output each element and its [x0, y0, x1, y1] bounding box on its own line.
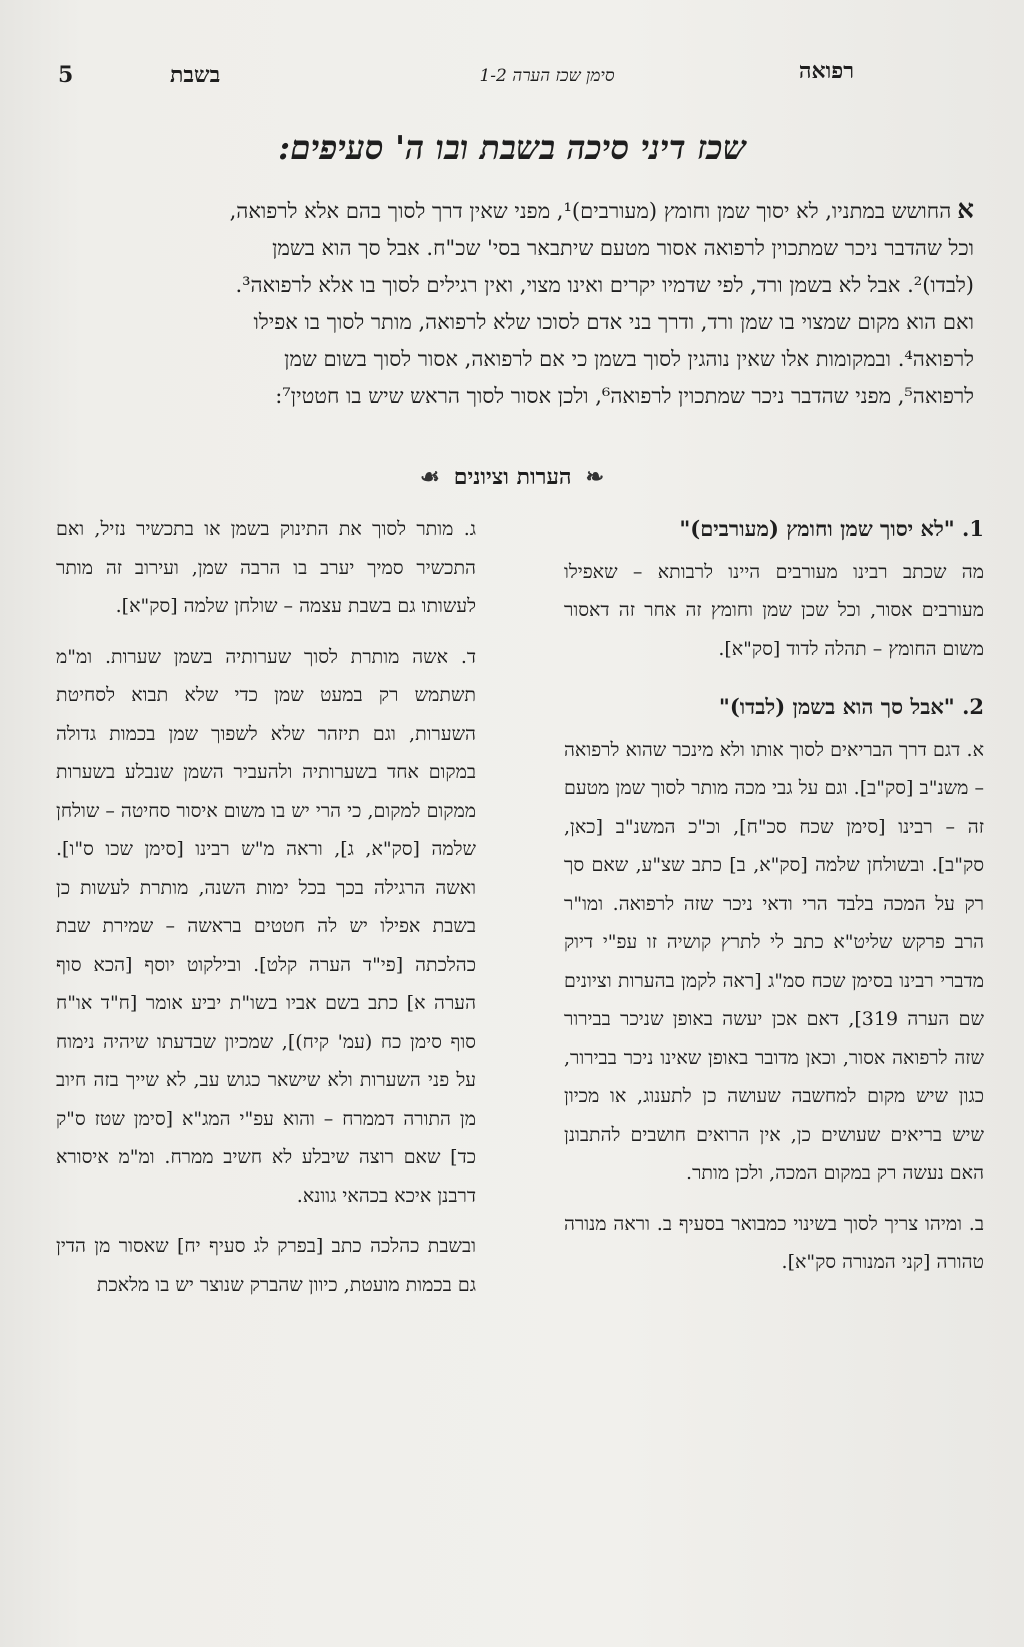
note-body: א. דגם דרך הבריאים לסוך אותו ולא מינכר שהוא לרפואה – משנ"ב [סק"ב]. וגם על גבי מכה מותר לסוך שמן מטעם זה – רבינו [סימן שכח סכ"ח], וכ"כ המשנ"ב [כאן, סק"ב]. ובשולחן שלמה [סק"א, ב] כתב שצ"ע, שאם סך רק על המכה בלבד הרי ודאי ניכר שזה לרפואה. ומו"ר הרב פרקש שליט"א כתב לי לתרץ קושיה זו עפ"י דיוק מדברי רבינו בסימן שכח סמ"ג [ראה לקמן בהערות וציונים שם הערה 319], דאם אכן יעשה באופן שניכר בבירור שזה לרפואה אסור, וכאן מדובר באופן שאינו ניכר בבירור, כגון שיש מקום למחשבה שעושה כן לתענוג, או מכיון שיש בריאים שעושים כן, אין הרואים חושבים להתבונן האם נעשה רק במקום המכה, ולכן מותר. — [564, 738, 984, 1184]
note-heading: 2. "אבל סך הוא בשמן (לבדו)" — [718, 694, 984, 719]
paragraph-letter: א — [957, 195, 974, 225]
main-line-text: החושש במתניו, לא יסוך שמן וחומץ (מעורבים)¹, מפני שאין דרך לסוך בהם אלא לרפואה, — [229, 199, 952, 223]
notes-right-column — [564, 510, 984, 1294]
note-body: מה שכתב רבינו מעורבים היינו לרבותא – שאפילו מעורבים אסור, וכל שכן שמן וחומץ זה אחר זה דאסור משום החומץ – תהלה לדוד [סק"א]. — [564, 560, 984, 660]
main-line: וכל שהדבר ניכר שמתכוין לרפואה אסור מטעם שיתבאר בסי' שכ"ח. אבל סך הוא בשמן — [272, 236, 974, 260]
main-line: ואם הוא מקום שמצוי בו שמן ורד, ודרך בני אדם לסוכו שלא לרפואה, מותר לסוך בו אפילו — [253, 310, 974, 334]
main-line: לרפואה⁴. ובמקומות אלו שאין נוהגין לסוך בשמן כי אם לרפואה, אסור לסוך בשום שמן — [284, 347, 974, 371]
main-text — [50, 192, 974, 415]
notes-heading — [0, 464, 1024, 490]
note-body: ג. מותר לסוך את התינוק בשמן או בתכשיר נזיל, ואם התכשיר סמיך יערב בו הרבה שמן, ועירוב זה מותר לעשותו גם בשבת עצמה – שולחן שלמה [סק"א]. — [56, 518, 476, 617]
ornament-icon: ❧ — [585, 464, 604, 490]
note-body: ד. אשה מותרת לסוך שערותיה בשמן שערות. ומ"מ תשתמש רק במעט שמן כדי שלא תבוא לסחיטת השערות, וגם תיזהר שלא לשפוך שמן בכמות גדולה במקום אחד בשערותיה ולהעביר השמן שנבלע בשערות ממקום למקום, כי הרי יש בו משום איסור סחיטה – שולחן שלמה [סק"א, ג], וראה מ"ש רבינו [סימן שכו ס"ו]. ואשה הרגילה בכך בכל ימות השנה, מותרת לעשות כן בשבת אפילו יש לה חטטים בראשה – שמירת שבת כהלכתה [פי"ד הערה קלט]. ובילקוט יוסף [הכא סוף הערה א] כתב בשם אביו בשו"ת יביע אומר [ח"ד או"ח סוף סימן כח (עמ' קיח)], שמכיון שבדעתו שיהיה נימוח על פני השערות ולא שישאר כגוש עב, לא שייך בזה חיוב מן התורה דממרח – והוא עפ"י המג"א [סימן שטז ס"ק כד] שאם רוצה שיבלע לא חשיב ממרח. ומ"מ איסורא דרבנן איכא בכהאי גוונא. — [56, 645, 476, 1207]
header-book-title: רפואה — [798, 58, 854, 84]
note-body: ובשבת כהלכה כתב [בפרק לג סעיף יח] שאסור מן הדין גם בכמות מועטת, כיוון שהברק שנוצר יש בו מלאכת — [56, 1235, 476, 1296]
main-line: לרפואה⁵, מפני שהדבר ניכר שמתכוין לרפואה⁶, ולכן אסור לסוך הראש שיש בו חטטין⁷: — [275, 384, 974, 408]
main-line: (לבדו)². אבל לא בשמן ורד, לפי שדמיו יקרים ואינו מצוי, ואין רגילים לסוך בו אלא לרפואה³. — [235, 273, 974, 297]
chapter-title: שכז דיני סיכה בשבת ובו ה' סעיפים: — [278, 128, 746, 167]
header-section: בשבת — [170, 62, 221, 88]
note-body: ב. ומיהו צריך לסוך בשינוי כמבואר בסעיף ב. וראה מנורה טהורה [קני המנורה סק"א]. — [564, 1212, 984, 1273]
notes-heading-text: הערות וציונים — [453, 464, 572, 490]
ornament-icon: ☙ — [420, 464, 440, 490]
note-heading: 1. "לא יסוך שמן וחומץ (מעורבים)" — [679, 516, 984, 541]
page-number: 5 — [58, 62, 74, 88]
header-running-title: סימן שכז הערה 1-2 — [479, 66, 615, 86]
notes-left-column — [56, 510, 476, 1316]
main-line — [50, 192, 974, 230]
